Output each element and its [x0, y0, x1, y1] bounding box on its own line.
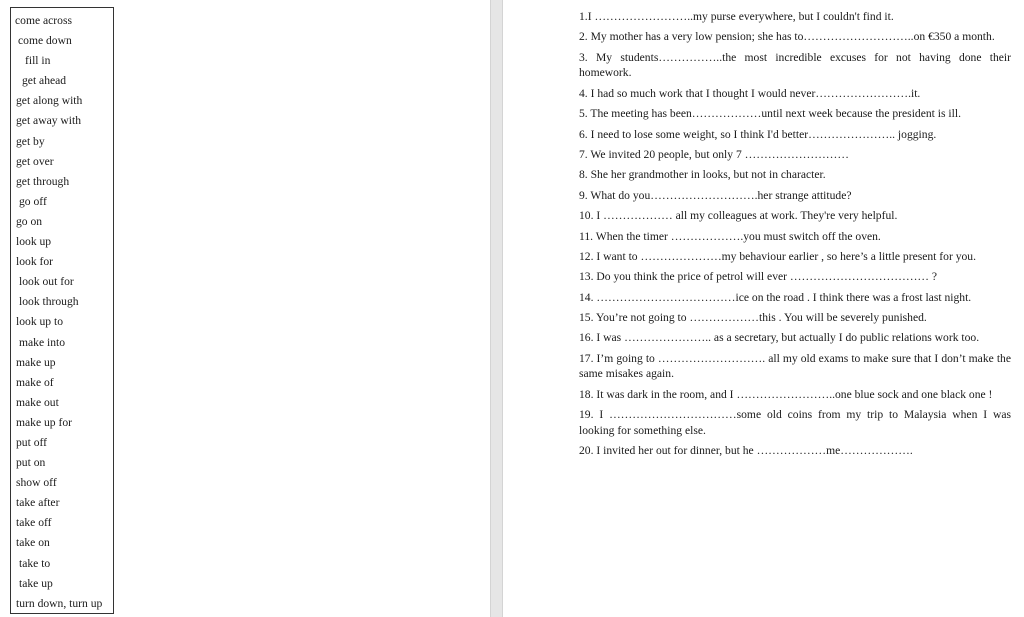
- page-gutter: [490, 0, 503, 617]
- phrase-item: put on: [16, 456, 46, 470]
- phrase-item: make into: [19, 335, 66, 349]
- phrase-item: look up: [16, 235, 52, 249]
- phrase-item: fill in: [25, 54, 51, 68]
- phrase-item: show off: [16, 476, 57, 490]
- phrase-item: go off: [19, 194, 47, 208]
- exercise-item: 11. When the timer ……………….you must switch off the oven.: [579, 229, 881, 243]
- exercise-item: 19. I ……………………………some old coins from my trip to Malaysia when I was looking for something else.: [579, 408, 1011, 437]
- phrase-item: put off: [16, 435, 48, 449]
- phrase-item: turn down, turn up: [16, 596, 103, 610]
- exercise-item: 20. I invited her out for dinner, but he ………………me……………….: [579, 444, 913, 458]
- phrase-item: take up: [19, 576, 53, 590]
- phrase-item: get over: [16, 154, 54, 168]
- left-page: [0, 0, 490, 617]
- exercise-item: 12. I want to …………………my behaviour earlier , so here’s a little present for you.: [579, 249, 976, 263]
- phrase-item: get through: [16, 174, 70, 188]
- exercise-item: 17. I’m going to ………………………. all my old exams to make sure that I don’t make the same misakes again.: [579, 351, 1011, 381]
- phrase-item: make of: [16, 375, 54, 389]
- right-page: [503, 0, 1024, 617]
- phrase-item: take off: [16, 516, 52, 530]
- phrase-item: take after: [16, 496, 60, 510]
- exercise-item: 15. You’re not going to ………………this . You will be severely punished.: [579, 311, 927, 325]
- phrase-item: go on: [16, 214, 43, 228]
- exercise-item: 6. I need to lose some weight, so I think I'd better………………….. jogging.: [579, 127, 937, 141]
- phrase-item: take on: [16, 536, 50, 550]
- exercise-item: 5. The meeting has been………………until next week because the president is ill.: [579, 107, 961, 121]
- phrasal-verb-box: [10, 7, 114, 614]
- exercise-item: 7. We invited 20 people, but only 7 ………………………: [579, 147, 849, 161]
- exercise-item: 1.I ……………………..my purse everywhere, but I couldn't find it.: [579, 10, 894, 23]
- exercise-list: [579, 9, 1011, 464]
- exercise-item: 4. I had so much work that I thought I would never…………………….it.: [579, 86, 921, 100]
- phrase-item: get along with: [16, 94, 83, 108]
- exercise-item: 14. ………………………………ice on the road . I think there was a frost last night.: [579, 290, 972, 304]
- phrase-item: take to: [19, 556, 51, 570]
- exercise-item: 9. What do you……………………….her strange attitude?: [579, 188, 852, 202]
- exercise-item: 8. She her grandmother in looks, but not in character.: [579, 168, 826, 182]
- exercise-item: 3. My students……………..the most incredible excuses for not having done their homework.: [579, 50, 1011, 80]
- phrase-item: get away with: [16, 114, 82, 128]
- phrase-item: make up: [16, 355, 56, 369]
- exercise-item: 16. I was ………………….. as a secretary, but actually I do public relations work too.: [579, 331, 980, 345]
- phrase-item: come across: [15, 14, 72, 27]
- phrase-item: come down: [18, 34, 72, 48]
- exercise-item: 13. Do you think the price of petrol will ever ……………………………… ?: [579, 270, 938, 284]
- exercise-item: 10. I ……………… all my colleagues at work. They're very helpful.: [579, 209, 898, 223]
- phrase-item: make out: [16, 395, 59, 409]
- phrase-item: look out for: [19, 275, 74, 289]
- phrase-item: get by: [16, 134, 45, 148]
- phrase-item: look for: [16, 255, 54, 269]
- phrase-item: get ahead: [22, 74, 67, 88]
- exercise-item: 18. It was dark in the room, and I ……………………..one blue sock and one black one !: [579, 387, 993, 401]
- phrase-item: look up to: [16, 315, 64, 329]
- exercise-item: 2. My mother has a very low pension; she has to………………………..on €350 a month.: [579, 30, 995, 44]
- phrase-item: look through: [19, 295, 79, 309]
- phrase-item: make up for: [16, 415, 73, 429]
